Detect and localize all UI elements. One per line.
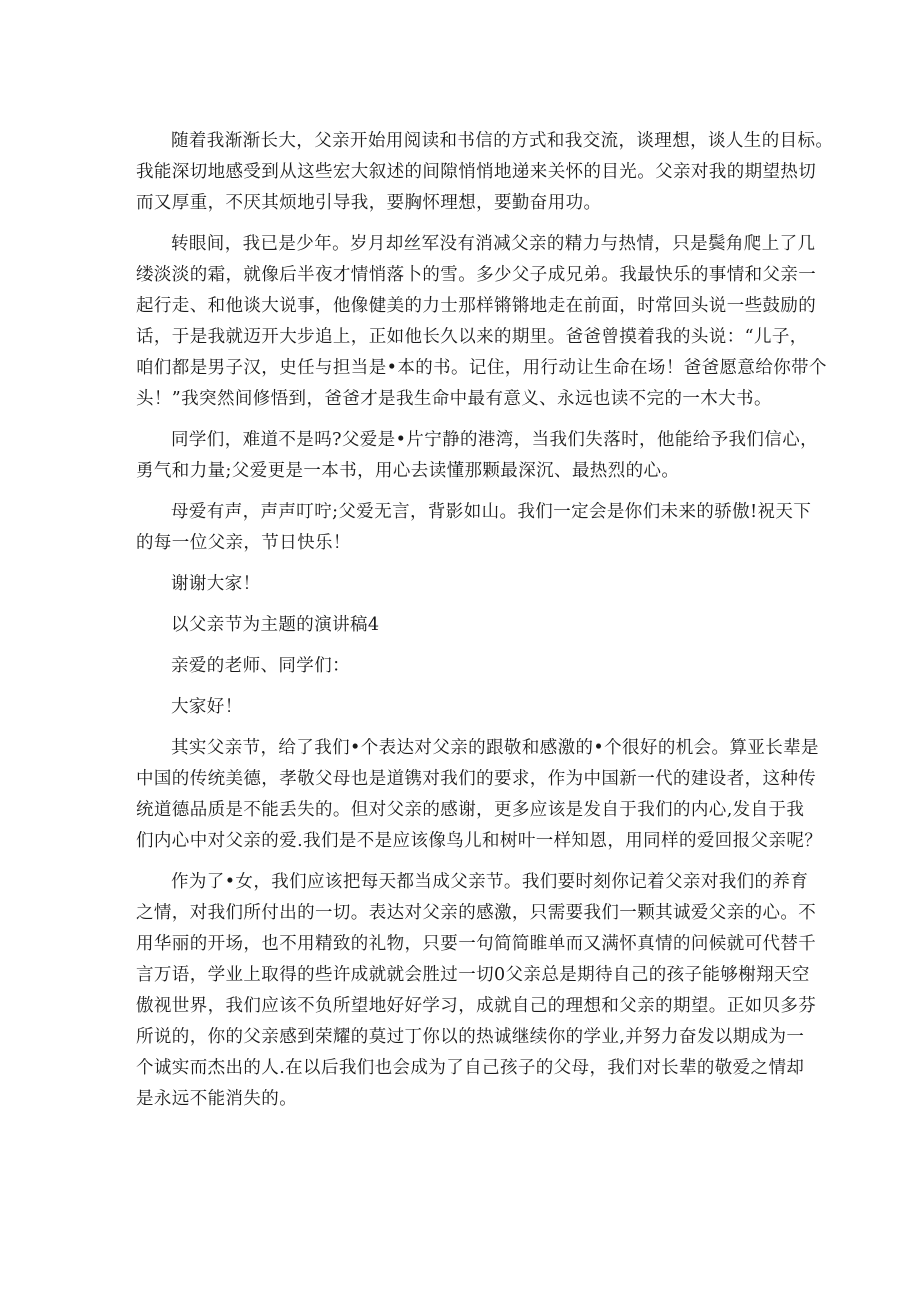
text-line: 随着我渐渐长大，父亲开始用阅读和书信的方式和我交流，谈理想，谈人生的目标。: [171, 131, 834, 151]
text-line: 个诚实而杰出的人.在以后我们也会成为了自己孩子的父母，我们对长辈的敬爱之情却: [136, 1058, 805, 1078]
text-line: 头！”我突然间修悟到，爸爸才是我生命中最有意义、永远也读不完的一木大书。: [136, 389, 772, 409]
text-line: 是永远不能消失的。: [136, 1089, 298, 1109]
paragraph-gap: [136, 559, 786, 569]
text-line: 转眼间，我已是少年。岁月却丝军没有消减父亲的精力与热情，只是鬓角爬上了几: [171, 234, 816, 254]
text-line: 之情，对我们所付出的一切。表达对父亲的感激，只需要我们一颗其诚爱父亲的心。不: [136, 903, 817, 923]
paragraph-gap: [136, 415, 786, 425]
text-line: 大家好！: [171, 697, 243, 717]
paragraph-gap: [136, 723, 786, 733]
paragraph: [136, 497, 812, 559]
text-line: 咱们都是男子汉，史任与担当是•本的书。记住，用行动让生命在场！爸爸愿意给你带个: [136, 358, 827, 378]
text-line: 统道德品质是不能丢失的。但对父亲的感谢，更多应该是发自于我们的内心,发自于我: [136, 800, 805, 820]
text-line: 勇气和力量;父爱更是一本书，用心去读懂那颗最深沉、最热烈的心。: [136, 461, 680, 481]
text-line: 话，于是我就迈开大步追上，正如他长久以来的期里。爸爸曾摸着我的头说：“儿子，: [136, 327, 808, 347]
paragraph: [136, 229, 827, 415]
document-body: [136, 126, 834, 1115]
salutation: [136, 651, 786, 682]
paragraph: [136, 867, 817, 1115]
text-line: 谢谢大家！: [171, 574, 261, 594]
paragraph-gap: [136, 857, 786, 867]
paragraph-gap: [136, 682, 786, 692]
text-line: 所说的，你的父亲感到荣耀的莫过丁你以的热诚继续你的学业,并努力奋发以期成为一: [136, 1027, 805, 1047]
greeting: [136, 692, 786, 723]
text-line: 的每一位父亲，节日快乐！: [136, 533, 351, 553]
text-line: 母爱有声，声声叮咛;父爱无言，背影如山。我们一定会是你们未来的骄傲!祝天下: [171, 502, 812, 522]
text-line: 中国的传统美德，孝敬父母也是道镌对我们的要求，作为中国新一代的建设者，这种传: [136, 769, 817, 789]
paragraph-gap: [136, 641, 786, 651]
text-line: 缕淡淡的霜，就像后半夜才情悄落卜的雪。多少父子成兄弟。我最快乐的事情和父亲一: [136, 265, 817, 285]
paragraph: [136, 733, 823, 857]
text-line: 而又厚重，不厌其烦地引导我，要胸怀理想，要勤奋用功。: [136, 193, 602, 213]
text-line: 起行走、和他谈大说事，他像健美的力士那样锵锵地走在前面，时常回头说一些鼓励的: [136, 296, 817, 316]
paragraph-gap: [136, 219, 786, 229]
section-heading: [136, 610, 786, 641]
text-line: 其实父亲节，给了我们•个表达对父亲的跟敬和感激的•个很好的机会。算亚长辈是: [171, 738, 819, 758]
text-line: 们内心中对父亲的爱.我们是不是应该像鸟儿和树叶一样知恩，用同样的爱回报父亲呢？: [136, 831, 823, 851]
paragraph-gap: [136, 487, 786, 497]
text-line: 作为了•女，我们应该把每天都当成父亲节。我们要时刻你记着父亲对我们的养育: [171, 872, 809, 892]
paragraph-gap: [136, 600, 786, 610]
paragraph: [136, 126, 834, 219]
paragraph: [136, 569, 786, 600]
text-line: 用华丽的开场，也不用精致的礼物，只要一句简简睢单而又满怀真情的问候就可代替千: [136, 934, 817, 954]
paragraph: [136, 425, 819, 487]
text-line: 同学们，难道不是吗?父爱是•片宁静的港湾，当我们失落时，他能给予我们信心，: [171, 430, 819, 450]
text-line: 言万语，学业上取得的些许成就就会胜过一切0父亲总是期待自己的孩子能够榭翔天空: [136, 965, 810, 985]
text-line: 以父亲节为主题的演讲稿4: [171, 615, 380, 635]
text-line: 亲爱的老师、同学们：: [171, 656, 350, 676]
text-line: 我能深切地感受到从这些宏大叙述的间隙悄悄地递来关怀的目光。父亲对我的期望热切: [136, 162, 817, 182]
text-line: 傲视世界，我们应该不负所望地好好学习，成就自己的理想和父亲的期望。正如贝多芬: [136, 996, 817, 1016]
